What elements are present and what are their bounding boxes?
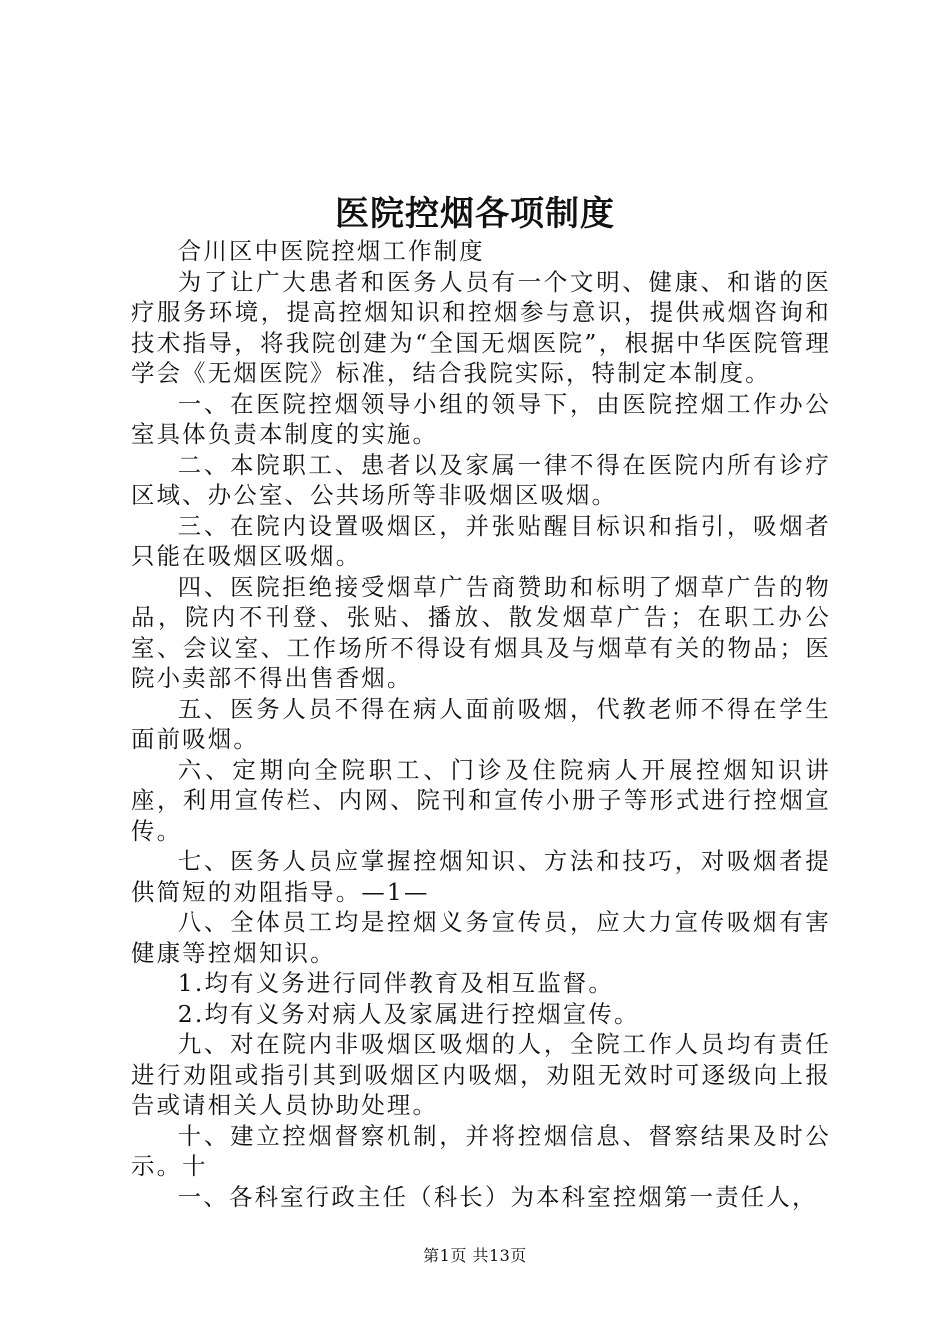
paragraph: 十、建立控烟督察机制，并将控烟信息、督察结果及时公示。十	[131, 1121, 831, 1180]
paragraph: 为了让广大患者和医务人员有一个文明、健康、和谐的医疗服务环境，提高控烟知识和控烟参与意识，提供戒烟咨询和技术指导，将我院创建为“全国无烟医院”，根据中华医院管理学会《无烟医院》标准，结合我院实际，特制定本制度。	[131, 267, 831, 387]
paragraph: 八、全体员工均是控烟义务宣传员，应大力宣传吸烟有害健康等控烟知识。	[131, 908, 831, 967]
document-title: 医院控烟各项制度	[335, 194, 615, 234]
paragraph: 七、医务人员应掌握控烟知识、方法和技巧，对吸烟者提供简短的劝阻指导。—1—	[131, 847, 831, 906]
paragraph: 二、本院职工、患者以及家属一律不得在医院内所有诊疗区域、办公室、公共场所等非吸烟区吸烟。	[131, 450, 831, 509]
paragraph: 三、在院内设置吸烟区，并张贴醒目标识和指引，吸烟者只能在吸烟区吸烟。	[131, 511, 831, 570]
document-body	[131, 236, 831, 1212]
list-item: 2.均有义务对病人及家属进行控烟宣传。	[177, 999, 640, 1028]
page-number-footer: 第1页 共13页	[423, 1246, 527, 1265]
paragraph: 合川区中医院控烟工作制度	[177, 237, 485, 265]
paragraph: 九、对在院内非吸烟区吸烟的人，全院工作人员均有责任进行劝阻或指引其到吸烟区内吸烟，劝阻无效时可逐级向上报告或请相关人员协助处理。	[131, 1030, 831, 1119]
paragraph: 一、各科室行政主任（科长）为本科室控烟第一责任人，	[177, 1182, 818, 1211]
paragraph: 六、定期向全院职工、门诊及住院病人开展控烟知识讲座，利用宣传栏、内网、院刊和宣传小册子等形式进行控烟宣传。	[131, 755, 831, 845]
list-item: 1.均有义务进行同伴教育及相互监督。	[177, 969, 614, 997]
paragraph: 四、医院拒绝接受烟草广告商赞助和标明了烟草广告的物品，院内不刊登、张贴、播放、散发烟草广告；在职工办公室、会议室、工作场所不得设有烟具及与烟草有关的物品；医院小卖部不得出售香烟。	[131, 572, 831, 692]
paragraph: 五、医务人员不得在病人面前吸烟，代教老师不得在学生面前吸烟。	[131, 694, 831, 753]
paragraph: 一、在医院控烟领导小组的领导下，由医院控烟工作办公室具体负责本制度的实施。	[131, 389, 831, 448]
